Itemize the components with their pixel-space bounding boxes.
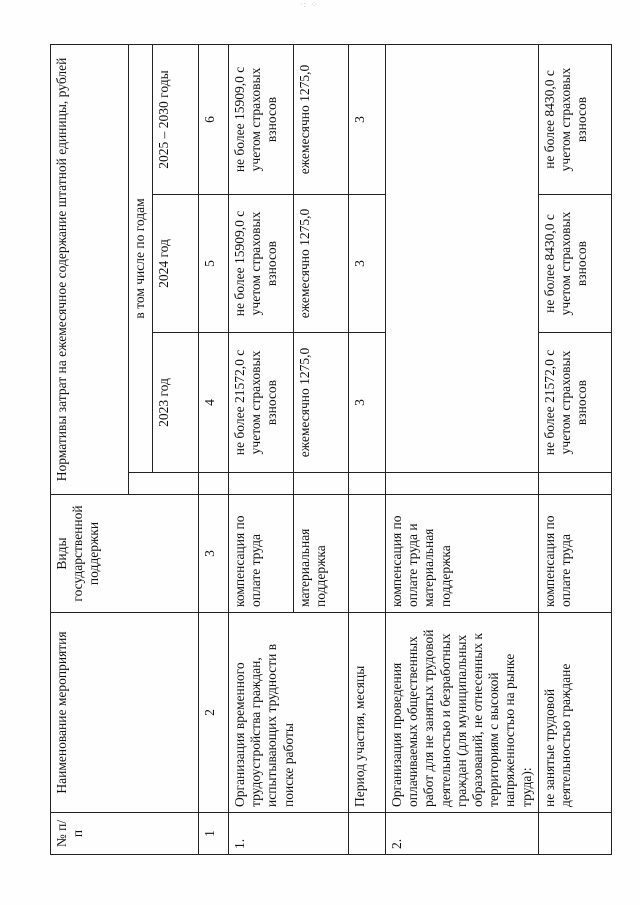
row-type: компенсация по оплате труда и материальная поддержка	[386, 495, 539, 613]
row-type: материальная поддержка	[294, 495, 349, 613]
col-number-spacer	[199, 473, 229, 495]
row-value-2025: не более 15909,0 с учетом страховых взносов	[229, 44, 294, 194]
header-year-2025-2030: 2025 – 2030 годы	[153, 44, 199, 194]
row-value-2025: 3	[349, 44, 386, 194]
rotated-table-wrapper	[50, 45, 590, 855]
table-row	[229, 44, 294, 854]
row-value-2024: не более 8430,0 с учетом страховых взносов	[538, 195, 611, 333]
row-value-2023: не более 21572,0 с учетом страховых взносов	[229, 333, 294, 473]
row-value-2023: не более 21572,0 с учетом страховых взносов	[538, 333, 611, 473]
header-norms: Нормативы затрат на ежемесячное содержание штатной единицы, рублей	[51, 44, 129, 494]
row-value-2025: ежемесячно 1275,0	[294, 44, 349, 194]
row-value-2024: ежемесячно 1275,0	[294, 195, 349, 333]
table-row	[538, 44, 611, 854]
row-spacer	[294, 473, 349, 495]
header-spacer	[129, 473, 199, 495]
column-numbers-row	[199, 44, 229, 854]
row-name: Период участия, месяцы	[349, 613, 386, 813]
header-num: № п/п	[51, 813, 199, 855]
row-value-2023: ежемесячно 1275,0	[294, 333, 349, 473]
row-name: не занятые трудовой деятельностью граждане	[538, 613, 611, 813]
row-spacer	[349, 473, 386, 495]
col-number: 5	[199, 195, 229, 333]
row-type	[349, 495, 386, 613]
row-num: 2.	[386, 813, 539, 855]
row-type: компенсация по оплате труда	[538, 495, 611, 613]
row-spacer	[538, 473, 611, 495]
col-number: 1	[199, 813, 229, 855]
row-num	[538, 813, 611, 855]
table-row	[349, 44, 386, 854]
table-row	[386, 44, 539, 854]
row-name: Организация временного трудоустройства граждан, испытывающих трудности в поиске работы	[229, 613, 349, 813]
row-name: Организация проведения оплачиваемых общественных работ для не занятых трудовой деятельностью и безработных граждан (для муниципальных образований, не отнесенных к территориям с высокой напряженностью на рынке труда):	[386, 613, 539, 813]
row-spacer	[386, 473, 539, 495]
header-type: Виды государственной поддержки	[51, 495, 199, 613]
header-name: Наименование мероприятия	[51, 613, 199, 813]
row-type: компенсация по оплате труда	[229, 495, 294, 613]
row-spacer	[229, 473, 294, 495]
header-by-years: в том числе по годам	[129, 44, 153, 472]
col-number: 4	[199, 333, 229, 473]
scan-artifact: ·: ⁘	[300, 0, 319, 9]
norms-table	[50, 44, 612, 855]
header-year-2023: 2023 год	[153, 333, 199, 473]
row-num: 1.	[229, 813, 349, 855]
row-value-2023: 3	[349, 333, 386, 473]
row-empty-values	[386, 44, 539, 472]
row-value-2024: 3	[349, 195, 386, 333]
col-number: 2	[199, 613, 229, 813]
row-num	[349, 813, 386, 855]
col-number: 3	[199, 495, 229, 613]
header-year-2024: 2024 год	[153, 195, 199, 333]
row-value-2024: не более 15909,0 с учетом страховых взносов	[229, 195, 294, 333]
row-value-2025: не более 8430,0 с учетом страховых взносов	[538, 44, 611, 194]
header-row	[51, 44, 129, 854]
col-number: 6	[199, 44, 229, 194]
